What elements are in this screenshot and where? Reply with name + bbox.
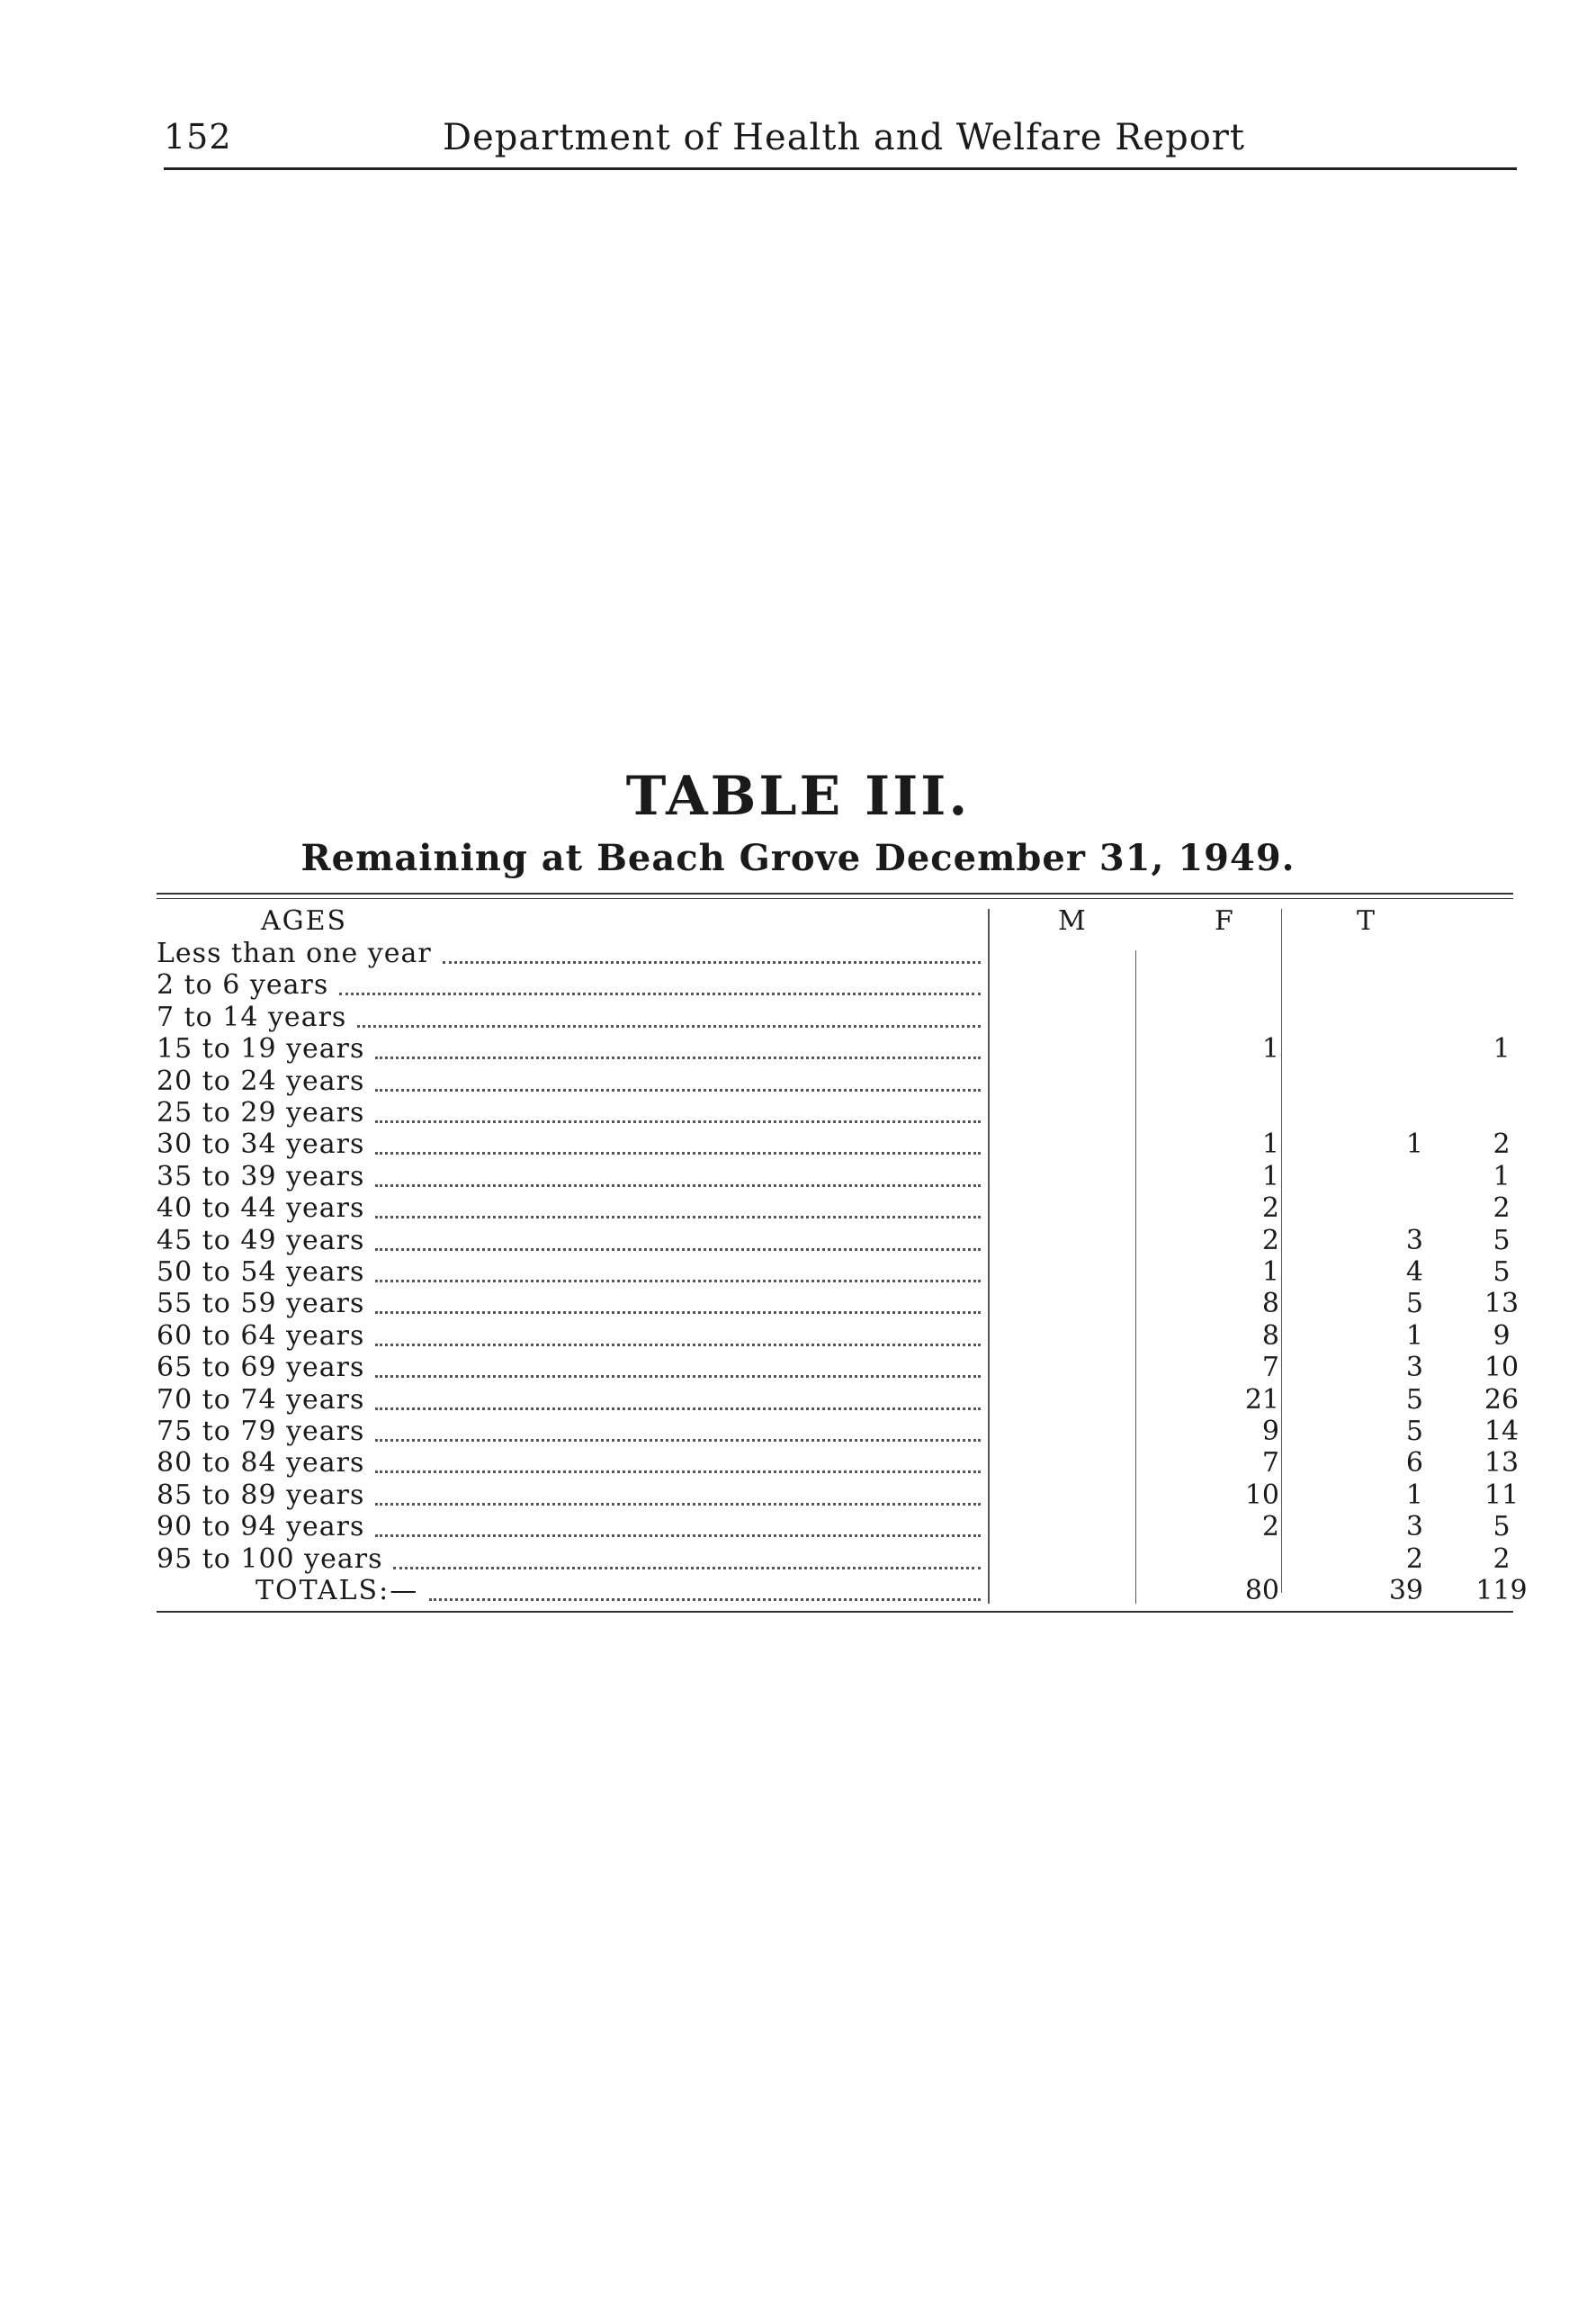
- dot-leader: [375, 1364, 981, 1378]
- page-header: [164, 113, 1517, 170]
- table-row: [157, 1129, 1511, 1161]
- count-m: 1: [1261, 1129, 1279, 1161]
- count-m: 10: [1244, 1479, 1279, 1511]
- count-t: 13: [1484, 1288, 1520, 1320]
- age-cell: [157, 1288, 984, 1319]
- count-t: 11: [1484, 1479, 1520, 1511]
- table-row: [157, 1160, 1511, 1192]
- dot-leader: [375, 1300, 981, 1314]
- totals-label: TOTALS:—: [256, 1575, 419, 1606]
- count-m: 2: [1261, 1192, 1279, 1225]
- age-cell: [157, 1575, 984, 1606]
- dot-leader: [375, 1078, 981, 1092]
- dot-leader: [375, 1205, 981, 1218]
- count-m: 21: [1244, 1383, 1279, 1416]
- age-cell: [157, 1225, 984, 1256]
- age-label: 90 to 94 years: [157, 1511, 365, 1543]
- age-cell: [157, 1384, 984, 1416]
- count-t: 2: [1493, 1192, 1511, 1225]
- count-f: [1287, 1066, 1423, 1097]
- count-f: 5: [1405, 1288, 1423, 1320]
- table-row: [157, 1383, 1520, 1416]
- table-row: [157, 1416, 1520, 1447]
- dot-leader: [339, 982, 981, 995]
- age-label: 35 to 39 years: [157, 1160, 365, 1192]
- dot-leader: [375, 1141, 981, 1155]
- count-t: [1434, 1097, 1569, 1129]
- table-subtitle: Remaining at Beach Grove December 31, 1949.: [300, 837, 1296, 879]
- count-m: 9: [1261, 1416, 1279, 1447]
- age-label: 65 to 69 years: [157, 1352, 365, 1384]
- table-row: [157, 1479, 1520, 1511]
- count-t: [1434, 938, 1569, 969]
- dot-leader: [375, 1110, 981, 1123]
- age-cell: [157, 938, 984, 969]
- count-t: 10: [1484, 1352, 1520, 1384]
- count-m: 1: [1261, 1160, 1279, 1192]
- running-title: Department of Health and Welfare Report: [443, 117, 1245, 158]
- count-m: [993, 938, 1279, 969]
- table-row: [157, 1224, 1511, 1256]
- table-row: [157, 938, 1425, 969]
- age-label: 45 to 49 years: [157, 1224, 365, 1256]
- table-row: [157, 1192, 1511, 1225]
- count-t: 26: [1484, 1383, 1520, 1416]
- count-m: 7: [1261, 1447, 1279, 1479]
- table-row: [157, 1002, 1425, 1033]
- age-cell: [157, 1543, 984, 1575]
- table-row: [157, 1352, 1520, 1384]
- dot-leader: [375, 1046, 981, 1059]
- dot-leader: [375, 1333, 981, 1346]
- count-m: [993, 1543, 1279, 1575]
- table-bottom-rule: [157, 1611, 1513, 1613]
- table-row: [157, 969, 1425, 1001]
- count-t: 5: [1493, 1511, 1511, 1543]
- age-label: 25 to 29 years: [157, 1097, 365, 1129]
- count-m: [993, 1097, 1279, 1129]
- count-t: 5: [1493, 1224, 1511, 1256]
- age-cell: [157, 1447, 984, 1479]
- count-f: 6: [1405, 1447, 1423, 1479]
- age-cell: [157, 1161, 984, 1192]
- age-cell: [157, 1129, 984, 1160]
- count-f: 1: [1405, 1319, 1423, 1352]
- age-cell: [157, 1192, 984, 1224]
- table-row: [157, 1319, 1511, 1352]
- column-header-f: F: [1215, 905, 1235, 937]
- age-cell: [157, 1352, 984, 1383]
- dot-leader: [443, 950, 981, 964]
- count-f: [1287, 938, 1423, 969]
- count-t: 2: [1493, 1129, 1511, 1161]
- count-m: [993, 1002, 1279, 1033]
- table-row: [157, 1033, 1511, 1066]
- count-f: 3: [1405, 1511, 1423, 1543]
- age-label: 95 to 100 years: [157, 1542, 383, 1575]
- table-row: [157, 1542, 1511, 1575]
- dot-leader: [393, 1556, 981, 1569]
- count-f: 2: [1405, 1542, 1423, 1575]
- dot-leader: [357, 1014, 981, 1028]
- age-label: 2 to 6 years: [157, 969, 329, 1002]
- age-label: 40 to 44 years: [157, 1192, 365, 1225]
- count-m: [993, 1066, 1279, 1097]
- age-label: Less than one year: [157, 938, 432, 969]
- dot-leader: [429, 1587, 981, 1601]
- age-label: 80 to 84 years: [157, 1447, 365, 1479]
- count-f: 39: [1388, 1575, 1423, 1606]
- dot-leader: [375, 1237, 981, 1251]
- age-label: 50 to 54 years: [157, 1256, 365, 1288]
- age-label: 7 to 14 years: [157, 1001, 347, 1033]
- age-cell: [157, 1416, 984, 1447]
- count-t: 13: [1484, 1447, 1520, 1479]
- age-cell: [157, 1002, 984, 1033]
- dot-leader: [375, 1397, 981, 1410]
- column-header-t: T: [1357, 905, 1377, 937]
- count-t: 9: [1493, 1319, 1511, 1352]
- count-t: 119: [1475, 1575, 1528, 1606]
- count-f: 5: [1405, 1416, 1423, 1447]
- dot-leader: [375, 1269, 981, 1282]
- age-cell: [157, 1479, 984, 1511]
- count-t: 1: [1493, 1033, 1511, 1066]
- count-t: 14: [1484, 1416, 1520, 1447]
- age-label: 85 to 89 years: [157, 1479, 365, 1511]
- age-label: 55 to 59 years: [157, 1288, 365, 1320]
- table-row: [157, 1511, 1511, 1543]
- age-label: 70 to 74 years: [157, 1383, 365, 1416]
- table-row: [157, 1288, 1520, 1320]
- count-f: 1: [1405, 1479, 1423, 1511]
- table-row: [157, 1256, 1511, 1288]
- count-t: [1434, 969, 1569, 1001]
- count-t: 2: [1493, 1542, 1511, 1575]
- age-cell: [157, 1033, 984, 1065]
- age-label: 60 to 64 years: [157, 1319, 365, 1352]
- count-t: [1434, 1002, 1569, 1033]
- age-label: 30 to 34 years: [157, 1129, 365, 1161]
- table-top-rule-inner: [157, 898, 1513, 899]
- count-f: [1287, 969, 1423, 1001]
- dot-leader: [375, 1460, 981, 1473]
- count-f: 1: [1405, 1129, 1423, 1161]
- count-m: 2: [1261, 1224, 1279, 1256]
- count-f: [1287, 1002, 1423, 1033]
- count-t: 1: [1493, 1160, 1511, 1192]
- column-header-ages: AGES: [261, 905, 348, 937]
- totals-row: [157, 1575, 1528, 1606]
- count-m: 7: [1261, 1352, 1279, 1384]
- column-header-m: M: [1058, 905, 1088, 937]
- count-m: 8: [1261, 1288, 1279, 1320]
- count-f: [1287, 1161, 1423, 1192]
- count-f: [1287, 1097, 1423, 1129]
- age-cell: [157, 1097, 984, 1129]
- table-row: [157, 1097, 1425, 1129]
- table-row: [157, 1447, 1520, 1479]
- count-m: 8: [1261, 1319, 1279, 1352]
- dot-leader: [375, 1524, 981, 1537]
- count-f: 5: [1405, 1383, 1423, 1416]
- age-label: 75 to 79 years: [157, 1416, 365, 1447]
- count-t: 5: [1493, 1256, 1511, 1288]
- count-f: 3: [1405, 1224, 1423, 1256]
- dot-leader: [375, 1492, 981, 1506]
- age-label: 15 to 19 years: [157, 1033, 365, 1066]
- count-f: [1287, 1033, 1423, 1065]
- table-title: TABLE III.: [625, 765, 971, 828]
- age-label: 20 to 24 years: [157, 1065, 365, 1097]
- age-cell: [157, 969, 984, 1001]
- age-cell: [157, 1511, 984, 1542]
- count-m: [993, 969, 1279, 1001]
- dot-leader: [375, 1428, 981, 1442]
- table-top-rule: [157, 893, 1513, 895]
- count-m: 2: [1261, 1511, 1279, 1543]
- count-f: [1287, 1192, 1423, 1224]
- table-row: [157, 1066, 1425, 1097]
- dot-leader: [375, 1173, 981, 1187]
- count-m: 1: [1261, 1033, 1279, 1066]
- age-cell: [157, 1066, 984, 1097]
- age-cell: [157, 1256, 984, 1288]
- age-cell: [157, 1320, 984, 1352]
- count-m: 80: [1244, 1575, 1279, 1606]
- count-f: 3: [1405, 1352, 1423, 1384]
- count-m: 1: [1261, 1256, 1279, 1288]
- count-f: 4: [1405, 1256, 1423, 1288]
- count-t: [1434, 1066, 1569, 1097]
- page-number: 152: [164, 117, 232, 157]
